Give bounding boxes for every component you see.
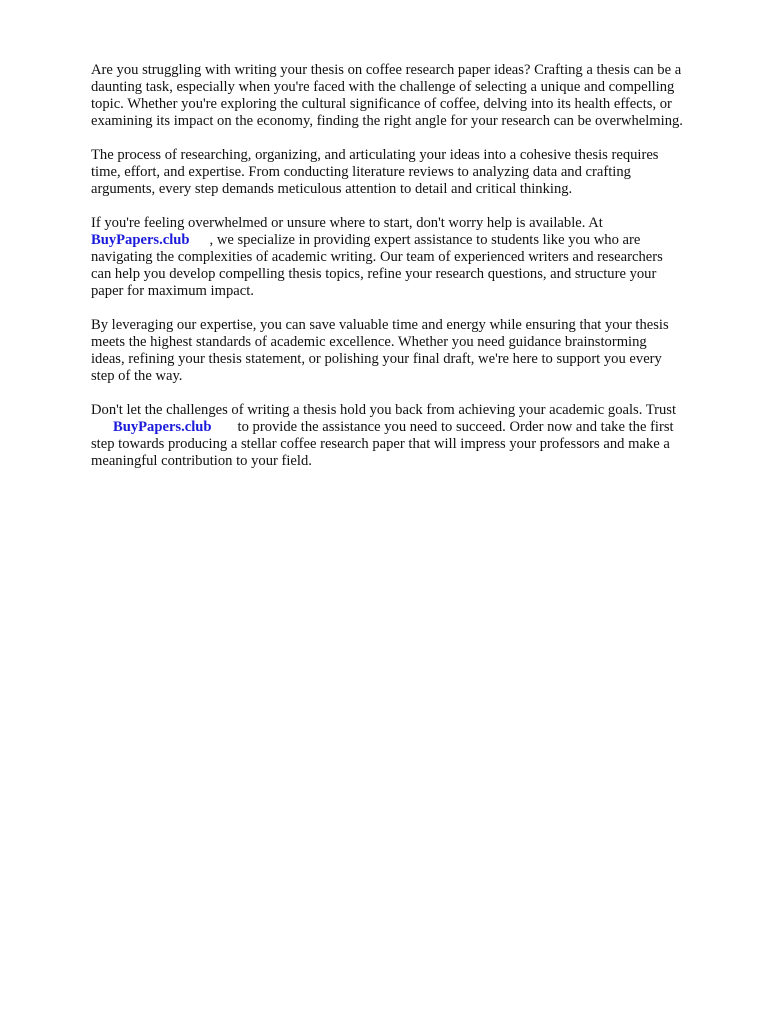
text-line: examining its impact on the economy, finding the right angle for your research can be overwhelming.	[91, 113, 683, 129]
text-line-with-link	[91, 232, 731, 249]
text-line: arguments, every step demands meticulous attention to detail and critical thinking.	[91, 181, 573, 197]
text-line: By leveraging our expertise, you can save valuable time and energy while ensuring that your thesis	[91, 317, 669, 333]
text-fragment: , we specialize in providing expert assistance to students like you who are	[209, 232, 641, 248]
text-line: daunting task, especially when you're faced with the challenge of selecting a unique and compelling	[91, 79, 675, 95]
paragraph-expertise	[91, 317, 731, 385]
paragraph-help	[91, 215, 731, 300]
paragraph-process	[91, 147, 731, 198]
text-line-with-link	[91, 419, 731, 436]
text-fragment: to provide the assistance you need to succeed. Order now and take the first	[237, 419, 674, 435]
text-line: meets the highest standards of academic excellence. Whether you need guidance brainstorming	[91, 334, 647, 350]
text-line: can help you develop compelling thesis topics, refine your research questions, and structure your	[91, 266, 657, 282]
paragraph-call-to-action	[91, 402, 731, 470]
paragraph-intro	[91, 62, 731, 130]
buypapers-link[interactable]: BuyPapers.club	[113, 419, 212, 435]
text-line: step of the way.	[91, 368, 183, 384]
text-line: topic. Whether you're exploring the cultural significance of coffee, delving into its health effects, or	[91, 96, 672, 112]
text-line: Are you struggling with writing your thesis on coffee research paper ideas? Crafting a thesis can be a	[91, 62, 682, 78]
buypapers-link[interactable]: BuyPapers.club	[91, 232, 190, 248]
text-line: step towards producing a stellar coffee research paper that will impress your professors and make a	[91, 436, 670, 452]
text-line: navigating the complexities of academic writing. Our team of experienced writers and researchers	[91, 249, 663, 265]
text-line: paper for maximum impact.	[91, 283, 254, 299]
text-line: The process of researching, organizing, and articulating your ideas into a cohesive thesis requires	[91, 147, 659, 163]
text-line: meaningful contribution to your field.	[91, 453, 312, 469]
document-body	[91, 62, 731, 470]
text-line: ideas, refining your thesis statement, or polishing your final draft, we're here to support you every	[91, 351, 662, 367]
text-line: Don't let the challenges of writing a thesis hold you back from achieving your academic goals. Trust	[91, 402, 677, 418]
text-line: If you're feeling overwhelmed or unsure where to start, don't worry help is available. At	[91, 215, 603, 231]
text-line: time, effort, and expertise. From conducting literature reviews to analyzing data and crafting	[91, 164, 631, 180]
